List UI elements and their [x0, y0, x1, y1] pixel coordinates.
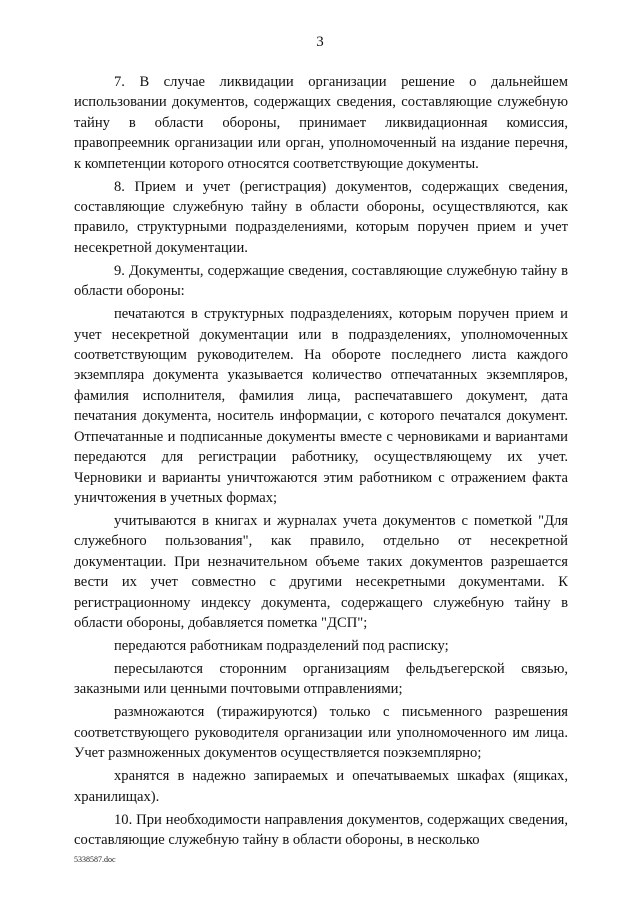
paragraph-9-transfer: передаются работникам подразделений под расписку;	[114, 637, 449, 654]
document-body	[74, 72, 568, 853]
paragraph-10: 10. При необходимости направления документов, содержащих сведения, составляющие служебную тайну в области обороны, в несколько	[74, 811, 568, 848]
paragraph-9: 9. Документы, содержащие сведения, составляющие служебную тайну в области обороны:	[74, 262, 568, 300]
paragraph-9-sending: пересылаются сторонним организациям фельдъегерской связью, заказными или ценными почтовыми отправлениями;	[74, 660, 568, 698]
paragraph-9-printing: печатаются в структурных подразделениях, которым поручен прием и учет несекретной документации или в подразделениях, уполномоченных соответствующим руководителем. На обороте последнего листа каждого экземпляра документа указывается количество отпечатанных экземпляров, фамилия исполнителя, фамилия лица, распечатавшего документ, дата печатания документа, носитель информации, с которого печатался документ. Отпечатанные и подписанные документы вместе с черновиками и вариантами передаются для регистрации работнику, осуществляющему их учет. Черновики и варианты уничтожаются этим работником с отражением факта уничтожения в учетных формах;	[74, 306, 568, 506]
paragraph-9-copying: размножаются (тиражируются) только с письменного разрешения соответствующего руководителя организации или уполномоченного им лица. Учет размноженных документов осуществляется поэкземплярно;	[74, 704, 568, 762]
file-name-footer: 5338587.doc	[74, 855, 116, 864]
paragraph-9-registration: учитываются в книгах и журналах учета документов с пометкой "Для служебного пользования", как правило, отдельно от несекретной документации. При незначительном объеме таких документов разрешается вести их учет совместно с другими несекретными документами. К регистрационному индексу документа, содержащего служебную тайну в области обороны, добавляется пометка "ДСП";	[74, 512, 568, 631]
paragraph-9-storage: хранятся в надежно запираемых и опечатываемых шкафах (ящиках, хранилищах).	[74, 768, 568, 805]
paragraph-8: 8. Прием и учет (регистрация) документов, содержащих сведения, составляющие служебную тайну в области обороны, осуществляются, как правило, структурными подразделениями, которым поручен прием и учет несекретной документации.	[74, 178, 568, 256]
page-number: 3	[316, 34, 324, 50]
paragraph-7: 7. В случае ликвидации организации решение о дальнейшем использовании документов, содержащих сведения, составляющие служебную тайну в области обороны, принимает ликвидационная комиссия, правопреемник организации или орган, уполномоченный на издание перечня, к компетенции которого относятся соответствующие документы.	[74, 74, 568, 172]
